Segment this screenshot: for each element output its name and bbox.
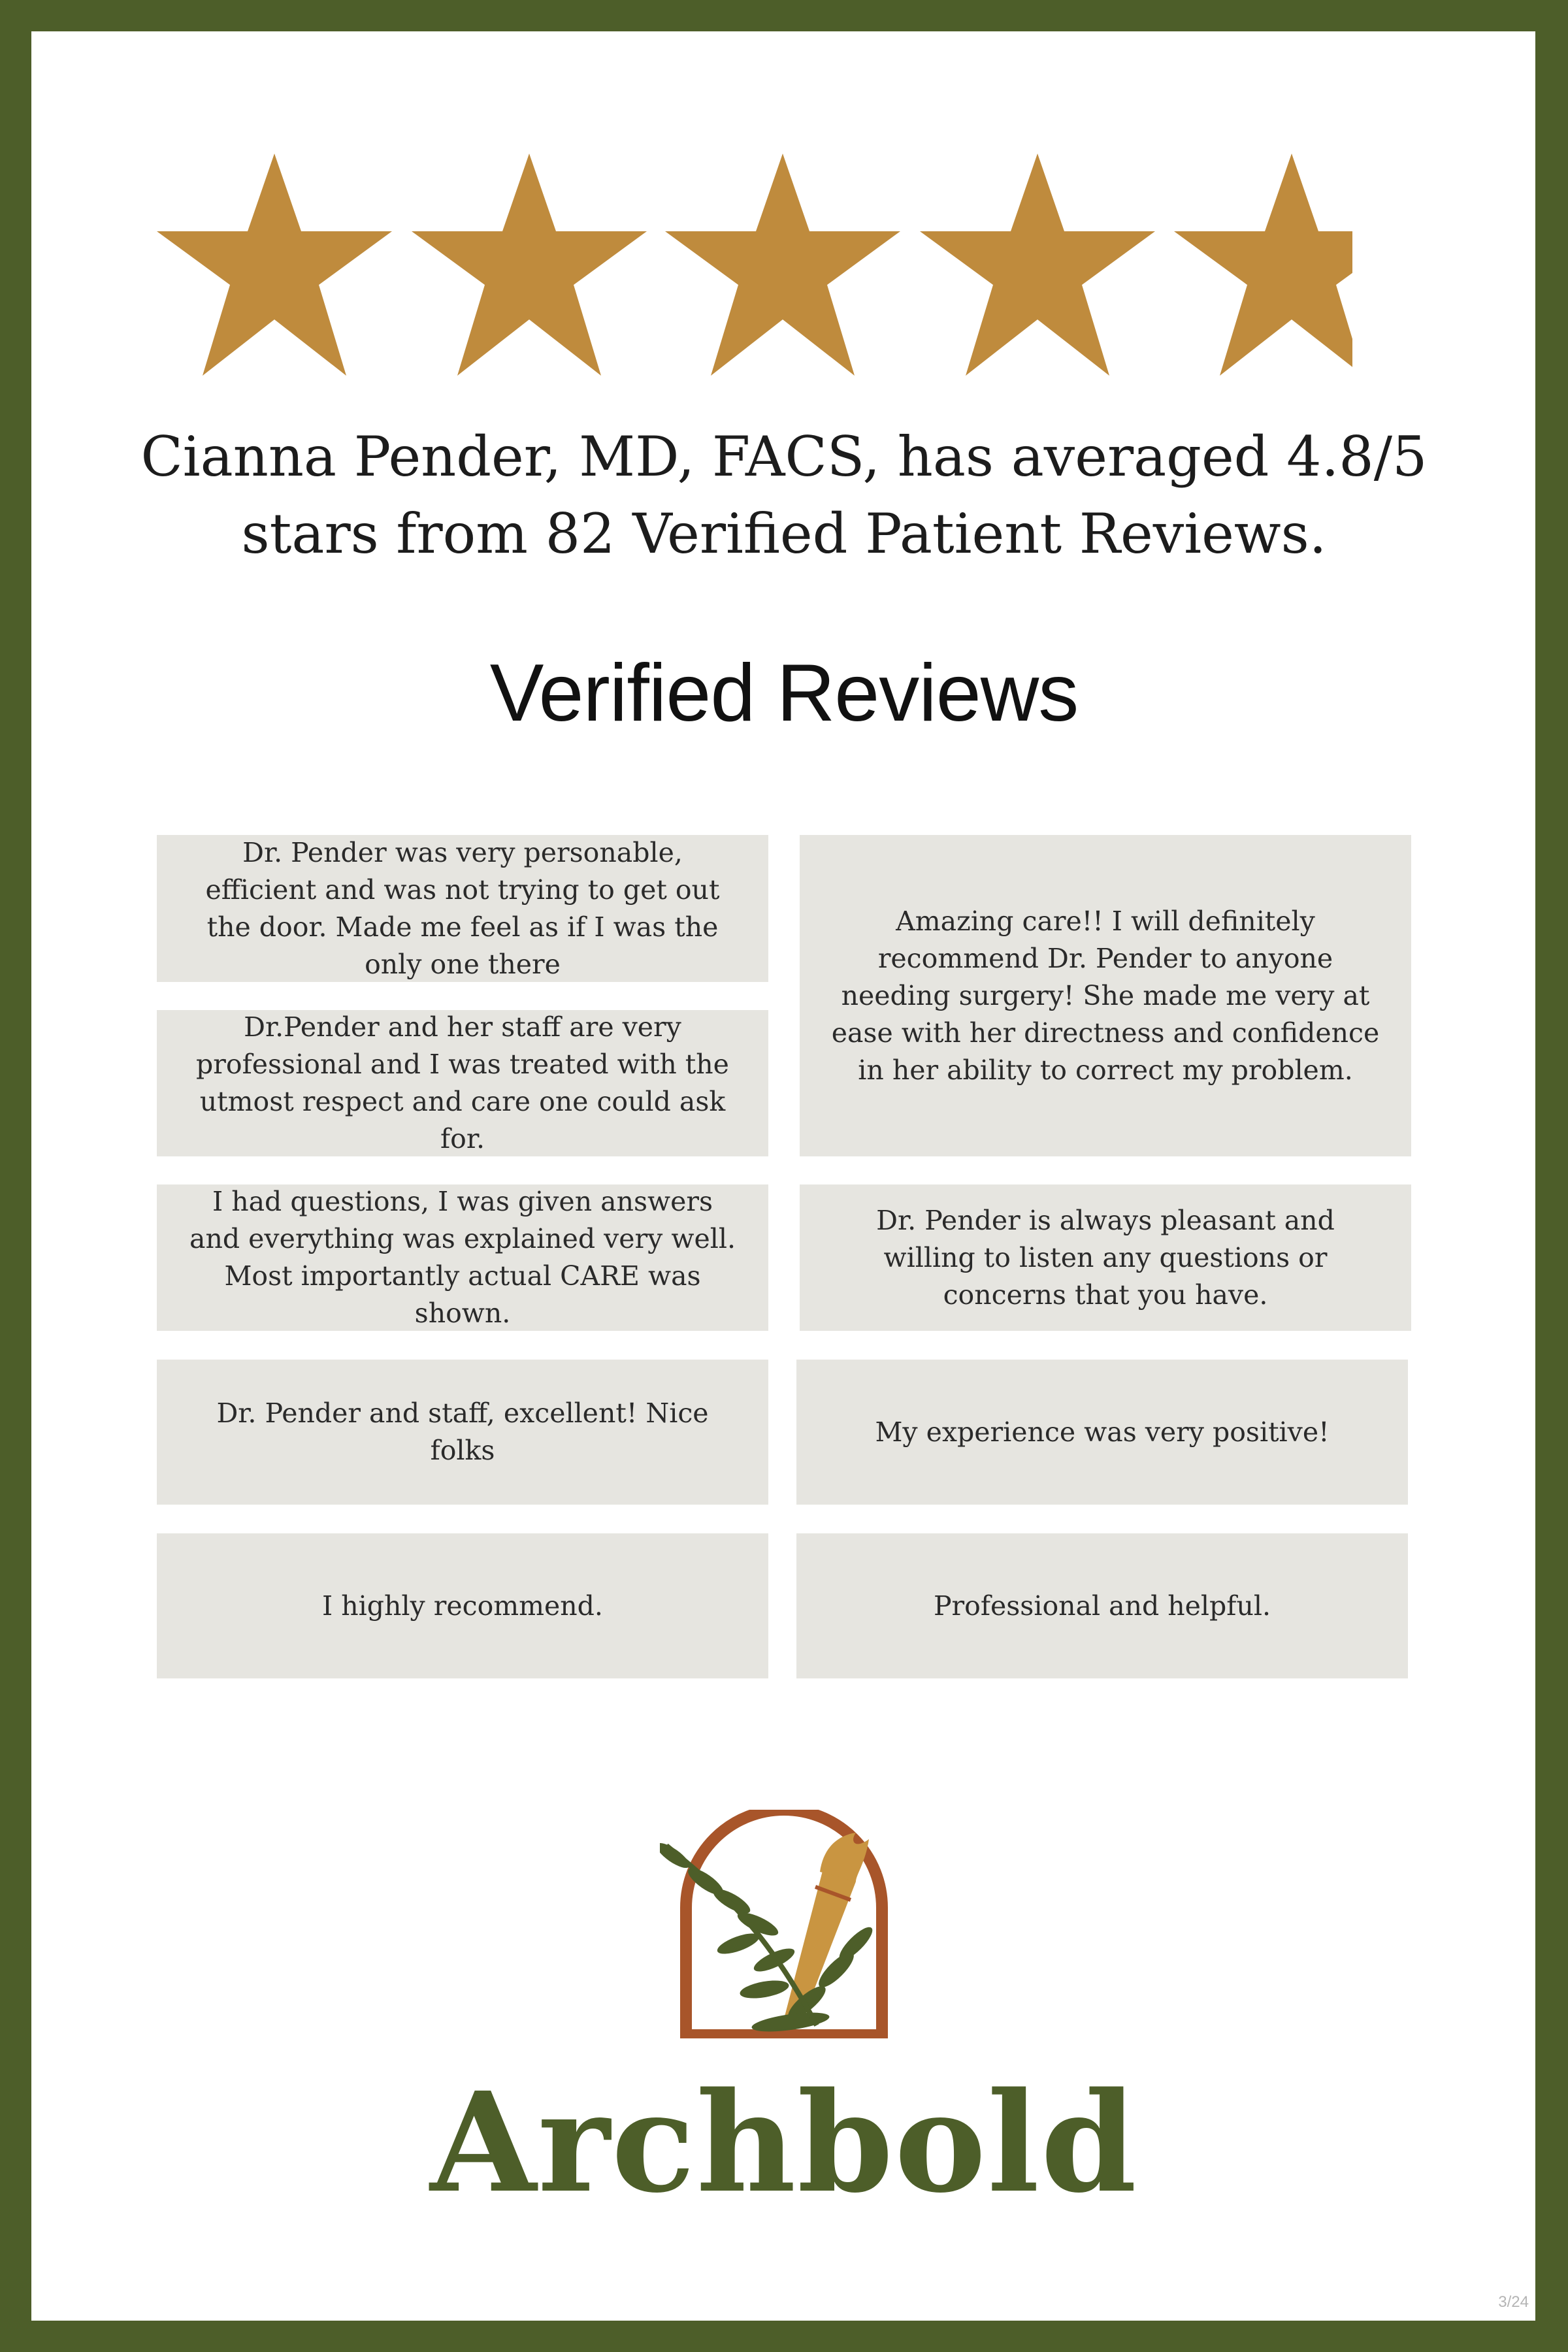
rating-summary-line-2: stars from 82 Verified Patient Reviews. xyxy=(241,502,1327,566)
star-icon xyxy=(412,154,647,376)
review-card: Dr. Pender and staff, excellent! Nice folks xyxy=(157,1360,768,1505)
review-card: Professional and helpful. xyxy=(796,1533,1408,1678)
archbold-logo-icon xyxy=(660,1810,908,2038)
review-card: My experience was very positive! xyxy=(796,1360,1408,1505)
rating-summary-line-1: Cianna Pender, MD, FACS, has averaged 4.8/5 xyxy=(140,425,1428,489)
review-card: I highly recommend. xyxy=(157,1533,768,1678)
review-card: Amazing care!! I will definitely recommend Dr. Pender to anyone needing surgery! She made me very at ease with her directness and confidence in her ability to correct my problem. xyxy=(800,835,1411,1156)
review-card: Dr. Pender was very personable, efficient and was not trying to get out the door. Made me feel as if I was the only one there xyxy=(157,835,768,982)
star-icon xyxy=(920,154,1155,376)
star-icon xyxy=(157,154,392,376)
review-card: I had questions, I was given answers and everything was explained very well. Most importantly actual CARE was shown. xyxy=(157,1184,768,1331)
star-rating xyxy=(157,154,1352,379)
rating-summary xyxy=(98,418,1470,572)
section-heading: Verified Reviews xyxy=(489,648,1079,738)
brand-wordmark: Archbold xyxy=(430,2062,1138,2223)
review-card: Dr.Pender and her staff are very professional and I was treated with the utmost respect and care one could ask for. xyxy=(157,1010,768,1156)
page-number: 3/24 xyxy=(1498,2293,1529,2311)
star-icon xyxy=(665,154,900,376)
star-icon xyxy=(1174,154,1352,376)
review-card: Dr. Pender is always pleasant and willing to listen any questions or concerns that you have. xyxy=(800,1184,1411,1331)
